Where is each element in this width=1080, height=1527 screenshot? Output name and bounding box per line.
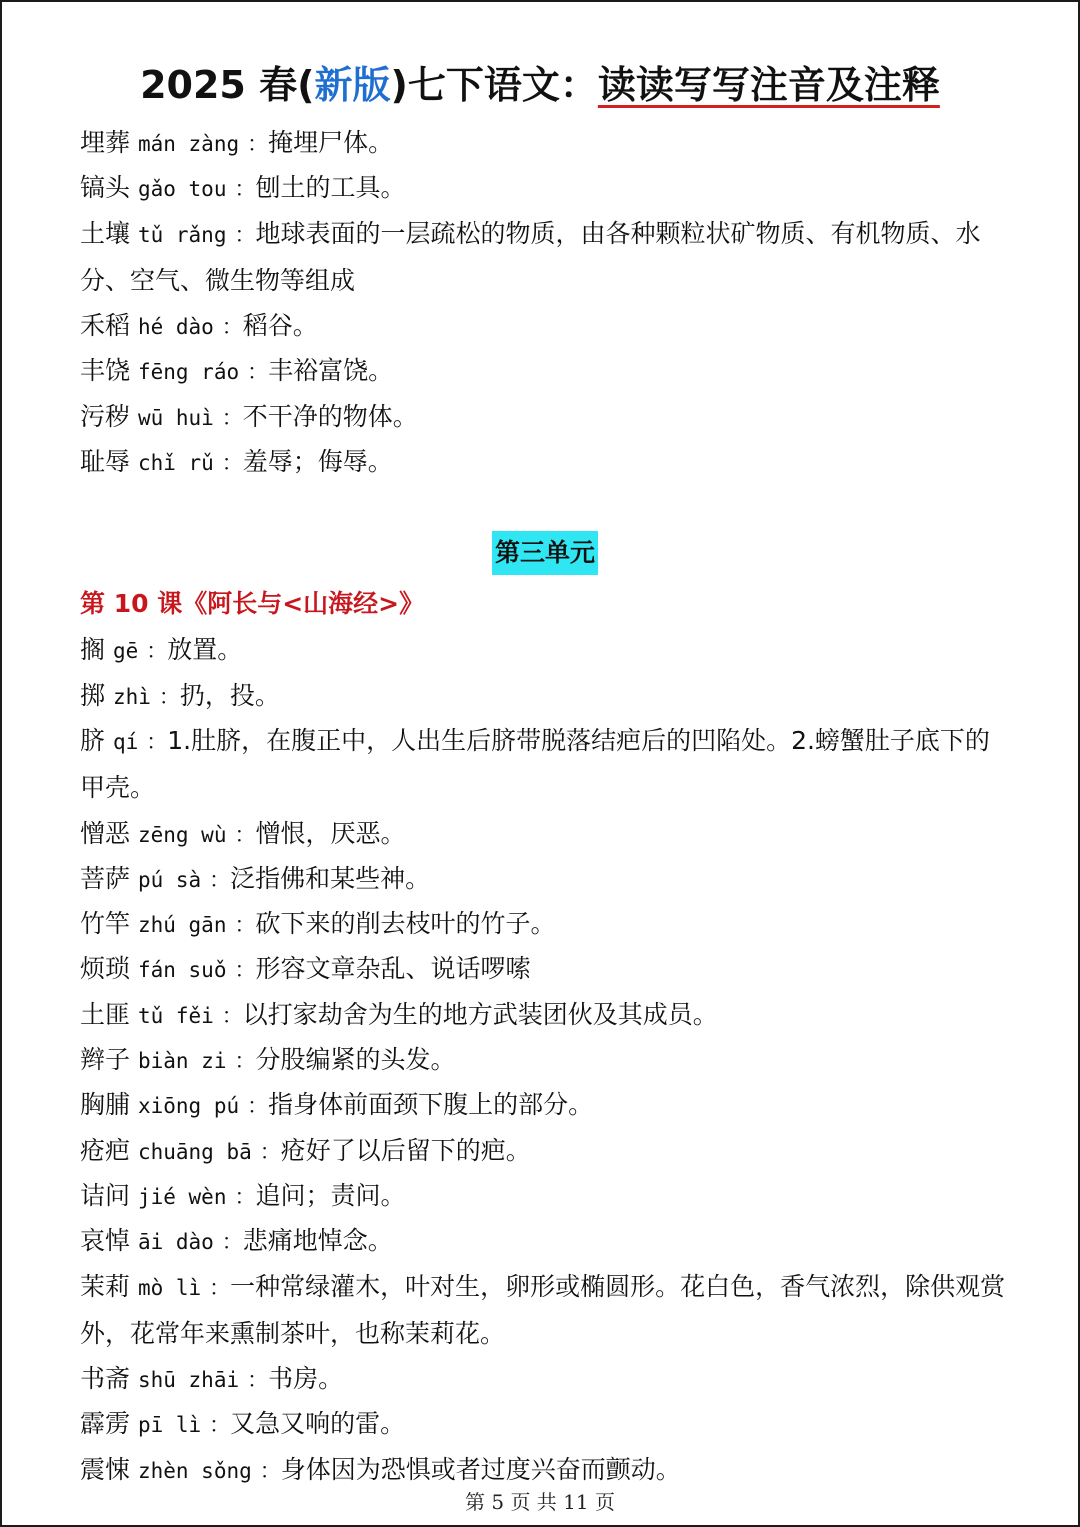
entry-word: 脐 — [80, 725, 106, 755]
vocab-entry — [80, 811, 1010, 856]
entry-pinyin: tǔ rǎng — [137, 222, 227, 247]
entry-pinyin: wū huì — [137, 405, 214, 430]
vocab-entry — [80, 120, 1010, 165]
vocab-entry — [80, 627, 1010, 672]
entry-word: 掷 — [80, 680, 106, 710]
entry-separator: ： — [209, 1413, 231, 1438]
entry-word: 烦琐 — [80, 954, 131, 984]
entry-definition: 一种常绿灌木，叶对生，卵形或椭圆形。花白色，香气浓烈，除供观赏外，花常年来熏制茶叶，也称茉莉花。 — [80, 1271, 1006, 1348]
content-body — [80, 120, 1010, 1492]
vocab-entry — [80, 901, 1010, 946]
entry-word: 憎恶 — [80, 818, 131, 848]
entry-word: 搁 — [80, 635, 106, 665]
entry-pinyin: zhèn sǒng — [137, 1458, 252, 1483]
entry-pinyin: xiōng pú — [137, 1094, 240, 1119]
entry-word: 禾稻 — [80, 311, 131, 341]
entry-definition: 悲痛地悼念。 — [242, 1226, 393, 1256]
entry-definition: 砍下来的削去枝叶的竹子。 — [255, 909, 556, 939]
entry-definition: 分股编紧的头发。 — [255, 1045, 456, 1075]
entry-separator: ： — [234, 913, 256, 938]
entry-definition: 羞辱；侮辱。 — [242, 447, 393, 477]
vocab-entry — [80, 718, 1010, 811]
entry-separator: ： — [259, 1458, 281, 1483]
entry-definition: 1.肚脐，在腹正中，人出生后脐带脱落结疤后的凹陷处。2.螃蟹肚子底下的甲壳。 — [80, 725, 990, 803]
entry-list-before — [80, 120, 1010, 484]
entry-word: 霹雳 — [80, 1409, 131, 1439]
vocab-entry — [80, 856, 1010, 901]
entry-definition: 不干净的物体。 — [242, 401, 418, 431]
entry-word: 茉莉 — [80, 1271, 131, 1301]
title-underlined: 读读写写注音及注释 — [597, 63, 940, 107]
entry-separator: ： — [146, 729, 168, 754]
entry-separator: ： — [209, 1275, 231, 1300]
vocab-entry — [80, 1356, 1010, 1401]
entry-definition: 疮好了以后留下的疤。 — [280, 1135, 531, 1165]
entry-separator: ： — [221, 405, 243, 430]
page-title — [2, 60, 1078, 110]
entry-separator: ： — [247, 360, 269, 385]
vocab-entry — [80, 165, 1010, 210]
entry-word: 哀悼 — [80, 1226, 131, 1256]
entry-pinyin: hé dào — [137, 315, 214, 340]
entry-pinyin: qí — [112, 729, 139, 754]
vocab-entry — [80, 1128, 1010, 1173]
title-mid: )七下语文： — [390, 63, 598, 107]
entry-definition: 刨土的工具。 — [255, 173, 406, 203]
section-gap — [80, 484, 1010, 529]
entry-word: 丰饶 — [80, 356, 131, 386]
entry-pinyin: gē — [112, 639, 139, 664]
entry-word: 镐头 — [80, 173, 131, 203]
entry-definition: 形容文章杂乱、说话啰嗦 — [255, 954, 531, 984]
entry-pinyin: chǐ rǔ — [137, 451, 214, 476]
entry-pinyin: āi dào — [137, 1230, 214, 1255]
entry-definition: 憎恨，厌恶。 — [255, 818, 406, 848]
vocab-entry — [80, 439, 1010, 484]
entry-separator: ： — [146, 639, 168, 664]
page-footer: 第 5 页 共 11 页 — [465, 1490, 615, 1514]
entry-pinyin: biàn zi — [137, 1049, 227, 1074]
entry-pinyin: zhì — [112, 684, 151, 709]
entry-pinyin: zhú gān — [137, 913, 227, 938]
entry-word: 疮疤 — [80, 1135, 131, 1165]
entry-separator: ： — [221, 1003, 243, 1028]
entry-definition: 指身体前面颈下腹上的部分。 — [268, 1090, 594, 1120]
vocab-entry — [80, 1218, 1010, 1263]
entry-pinyin: zēng wù — [137, 822, 227, 847]
entry-separator: ： — [234, 822, 256, 847]
entry-pinyin: gǎo tou — [137, 177, 227, 202]
entry-definition: 放置。 — [167, 635, 243, 665]
entry-definition: 追问；责问。 — [255, 1180, 406, 1210]
entry-definition: 稻谷。 — [242, 311, 318, 341]
vocab-entry — [80, 1037, 1010, 1082]
entry-pinyin: chuāng bā — [137, 1139, 252, 1164]
entry-separator: ： — [221, 1230, 243, 1255]
title-year: 2025 春( — [140, 63, 315, 107]
entry-separator: ： — [234, 1049, 256, 1074]
entry-list-after — [80, 627, 1010, 1492]
vocab-entry — [80, 946, 1010, 991]
entry-separator: ： — [234, 958, 256, 983]
entry-separator: ： — [234, 222, 256, 247]
entry-definition: 又急又响的雷。 — [230, 1409, 406, 1439]
entry-separator: ： — [259, 1139, 281, 1164]
entry-separator: ： — [234, 1184, 256, 1209]
unit-heading: 第三单元 — [492, 531, 598, 575]
entry-definition: 丰裕富饶。 — [268, 356, 394, 386]
vocab-entry — [80, 303, 1010, 348]
vocab-entry — [80, 1264, 1010, 1357]
entry-definition: 地球表面的一层疏松的物质，由各种颗粒状矿物质、有机物质、水分、空气、微生物等组成 — [80, 218, 981, 295]
entry-word: 胸脯 — [80, 1090, 131, 1120]
entry-definition: 掩埋尸体。 — [268, 128, 394, 157]
vocab-entry — [80, 348, 1010, 393]
entry-word: 辫子 — [80, 1045, 131, 1075]
entry-word: 竹竿 — [80, 909, 131, 939]
entry-pinyin: pú sà — [137, 867, 202, 892]
entry-word: 污秽 — [80, 401, 131, 431]
entry-separator: ： — [221, 451, 243, 476]
entry-pinyin: tǔ fěi — [137, 1003, 214, 1028]
entry-pinyin: mò lì — [137, 1275, 202, 1300]
entry-word: 诘问 — [80, 1180, 131, 1210]
entry-word: 土匪 — [80, 999, 131, 1029]
entry-pinyin: fēng ráo — [137, 360, 240, 385]
entry-definition: 身体因为恐惧或者过度兴奋而颤动。 — [280, 1454, 681, 1484]
entry-separator: ： — [234, 177, 256, 202]
entry-definition: 扔，投。 — [179, 680, 280, 710]
entry-separator: ： — [247, 1094, 269, 1119]
entry-word: 书斋 — [80, 1364, 131, 1394]
entry-separator: ： — [158, 684, 180, 709]
entry-pinyin: shū zhāi — [137, 1368, 240, 1393]
vocab-entry — [80, 1401, 1010, 1446]
entry-pinyin: jié wèn — [137, 1184, 227, 1209]
entry-separator: ： — [221, 315, 243, 340]
entry-word: 震悚 — [80, 1454, 131, 1484]
entry-definition: 泛指佛和某些神。 — [230, 863, 431, 893]
vocab-entry — [80, 1173, 1010, 1218]
title-highlight: 新版 — [314, 63, 391, 107]
entry-pinyin: fán suǒ — [137, 958, 227, 983]
entry-word: 土壤 — [80, 218, 131, 248]
entry-separator: ： — [247, 132, 269, 156]
vocab-entry — [80, 211, 1010, 304]
vocab-entry — [80, 992, 1010, 1037]
entry-separator: ： — [209, 867, 231, 892]
entry-pinyin: mán zàng — [137, 132, 240, 156]
lesson-heading: 第 10 课《阿长与<山海经>》 — [80, 589, 425, 619]
entry-pinyin: pī lì — [137, 1413, 202, 1438]
entry-word: 耻辱 — [80, 447, 131, 477]
vocab-entry — [80, 394, 1010, 439]
vocab-entry — [80, 673, 1010, 718]
entry-separator: ： — [247, 1368, 269, 1393]
entry-definition: 以打家劫舍为生的地方武装团伙及其成员。 — [242, 999, 718, 1029]
entry-word: 埋葬 — [80, 128, 131, 157]
entry-definition: 书房。 — [268, 1364, 344, 1394]
vocab-entry — [80, 1082, 1010, 1127]
entry-word: 菩萨 — [80, 863, 131, 893]
unit-heading-row — [80, 529, 1010, 581]
